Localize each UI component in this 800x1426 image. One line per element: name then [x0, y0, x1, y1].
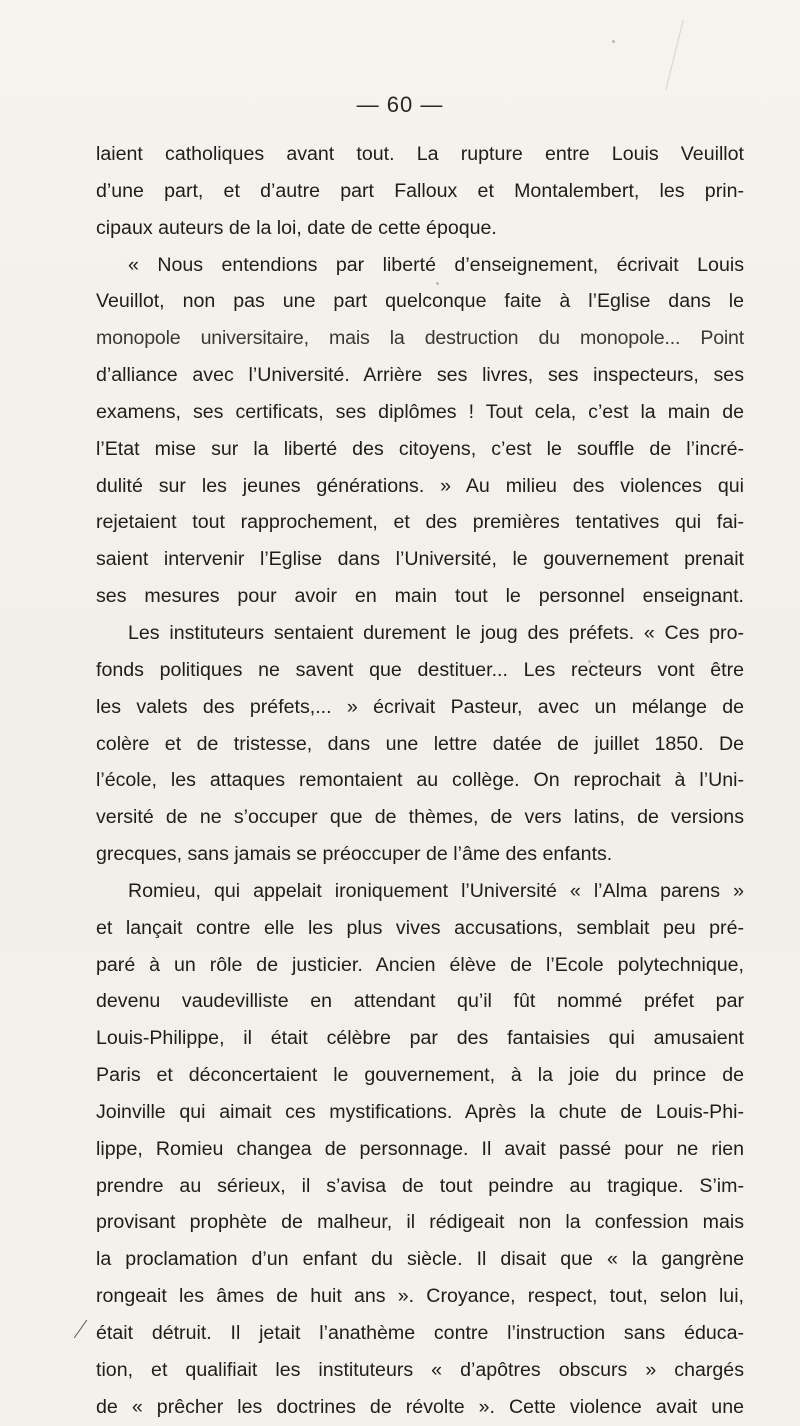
- text-line: et lançait contre elle les plus vives accusations, semblait peu pré-: [96, 916, 744, 939]
- text-line: était détruit. Il jetait l’anathème contre l’instruction sans éduca-: [96, 1322, 744, 1344]
- text-line: Les instituteurs sentaient durement le joug des préfets. « Ces pro-: [128, 621, 744, 644]
- text-line: dulité sur les jeunes générations. » Au milieu des violences qui: [96, 474, 744, 497]
- text-line: colère et de tristesse, dans une lettre datée de juillet 1850. De: [96, 732, 744, 755]
- text-line: provisant prophète de malheur, il rédigeait non la confession mais: [96, 1211, 744, 1234]
- text-line: devenu vaudevilliste en attendant qu’il fût nommé préfet par: [96, 990, 744, 1013]
- text-line: monopole universitaire, mais la destruction du monopole... Point: [96, 327, 744, 350]
- text-line: d’alliance avec l’Université. Arrière ses livres, ses inspecteurs, ses: [96, 364, 744, 387]
- text-line: prendre au sérieux, il s’avisa de tout peindre au tragique. S’im-: [96, 1174, 744, 1197]
- text-line: fonds politiques ne savent que destituer... Les recteurs vont être: [96, 658, 744, 681]
- page-number: — 60 —: [356, 92, 444, 117]
- text-line: la proclamation d’un enfant du siècle. Il disait que « la gangrène: [96, 1248, 744, 1271]
- text-line: grecques, sans jamais se préoccuper de l’âme des enfants.: [96, 843, 613, 866]
- paper-speck: [612, 40, 615, 43]
- text-line: laient catholiques avant tout. La rupture entre Louis Veuillot: [96, 143, 744, 165]
- text-line: lippe, Romieu changea de personnage. Il avait passé pour ne rien: [96, 1137, 744, 1160]
- text-line: de « prêcher les doctrines de révolte ». Cette violence avait une: [96, 1395, 744, 1418]
- text-line: ses mesures pour avoir en main tout le personnel enseignant.: [96, 585, 744, 608]
- text-line: l’école, les attaques remontaient au collège. On reprochait à l’Uni-: [96, 769, 744, 792]
- text-line: Romieu, qui appelait ironiquement l’Université « l’Alma parens »: [128, 879, 744, 902]
- text-line: d’une part, et d’autre part Falloux et Montalembert, les prin-: [96, 179, 744, 202]
- paper-mark: [74, 1320, 87, 1339]
- text-line: l’Etat mise sur la liberté des citoyens, c’est le souffle de l’incré-: [96, 437, 744, 460]
- paper-crease: [665, 20, 723, 90]
- text-line: examens, ses certificats, ses diplômes ! Tout cela, c’est la main de: [96, 400, 744, 423]
- text-line: rejetaient tout rapprochement, et des premières tentatives qui fai-: [96, 511, 744, 534]
- text-line: rongeait les âmes de huit ans ». Croyance, respect, tout, selon lui,: [96, 1285, 744, 1308]
- paper-speck: [436, 282, 439, 285]
- text-line: Joinville qui aimait ces mystifications. Après la chute de Louis-Phi-: [96, 1100, 744, 1123]
- text-line: « Nous entendions par liberté d’enseignement, écrivait Louis: [128, 253, 744, 276]
- text-line: Paris et déconcertaient le gouvernement, à la joie du prince de: [96, 1064, 744, 1087]
- text-line: versité de ne s’occuper que de thèmes, de vers latins, de versions: [96, 806, 744, 829]
- paper-speck: [588, 660, 591, 663]
- text-line: Louis-Philippe, il était célèbre par des fantaisies qui amusaient: [96, 1027, 744, 1050]
- text-line: les valets des préfets,... » écrivait Pasteur, avec un mélange de: [96, 695, 744, 718]
- text-line: tion, et qualifiait les instituteurs « d’apôtres obscurs » chargés: [96, 1358, 744, 1381]
- text-line: saient intervenir l’Eglise dans l’Université, le gouvernement prenait: [96, 548, 744, 571]
- text-line: Veuillot, non pas une part quelconque faite à l’Eglise dans le: [96, 290, 744, 313]
- text-line: cipaux auteurs de la loi, date de cette époque.: [96, 216, 497, 239]
- body-text: [96, 136, 744, 1426]
- text-line: paré à un rôle de justicier. Ancien élève de l’Ecole polytechnique,: [96, 953, 744, 976]
